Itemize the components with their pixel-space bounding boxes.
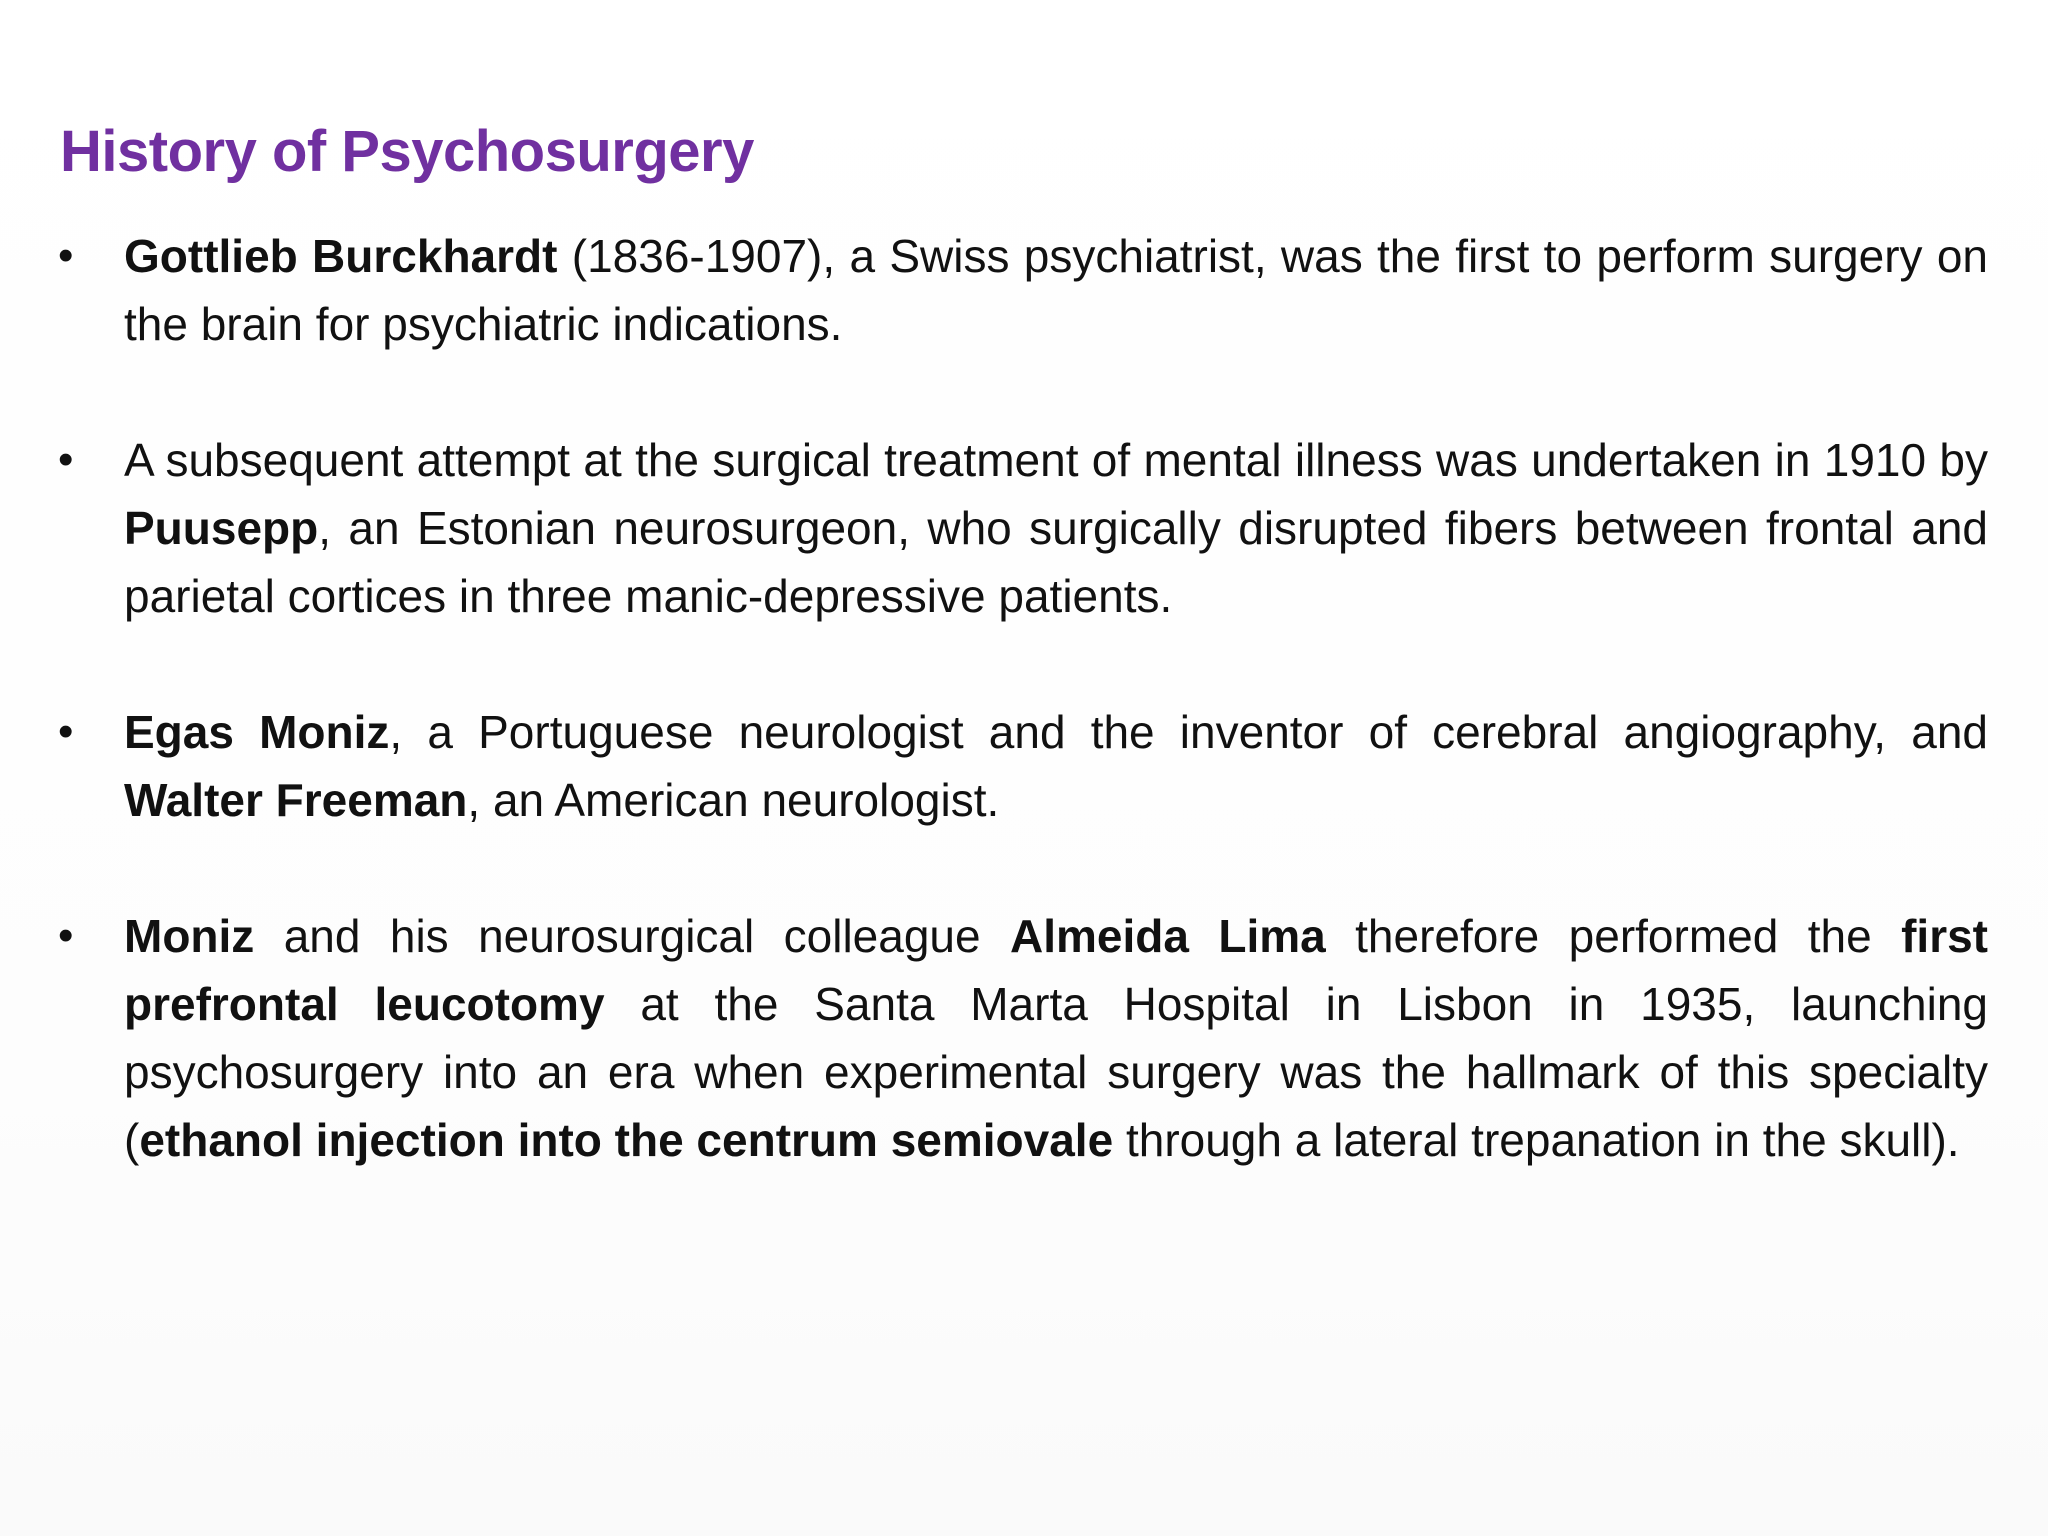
text-segment: and his neurosurgical colleague bbox=[254, 910, 1010, 962]
bullet-item bbox=[58, 698, 1988, 834]
text-segment: (1836-1907), a Swiss psychiatrist, was the first to perform surgery on the brain for psychiatric indications. bbox=[124, 230, 1988, 350]
bold-term: Egas Moniz bbox=[124, 706, 390, 758]
text-segment: therefore performed the bbox=[1325, 910, 1902, 962]
bullet-text bbox=[124, 902, 1988, 1174]
bullet-text bbox=[124, 698, 1988, 834]
text-segment: through a lateral trepanation in the skull). bbox=[1113, 1114, 1960, 1166]
slide-title: History of Psychosurgery bbox=[60, 119, 754, 184]
bold-term: ethanol injection into the centrum semiovale bbox=[139, 1114, 1114, 1166]
bullet-dot-icon: • bbox=[58, 435, 74, 484]
bullet-item bbox=[58, 902, 1988, 1174]
bold-term: Moniz bbox=[124, 910, 255, 962]
bold-term: Gottlieb Burckhardt bbox=[124, 230, 558, 282]
bullet-list bbox=[58, 222, 1988, 1242]
bullet-item bbox=[58, 222, 1988, 358]
bold-term: Almeida Lima bbox=[1010, 910, 1326, 962]
bullet-item bbox=[58, 426, 1988, 630]
bullet-text bbox=[124, 222, 1988, 358]
bold-term: first prefrontal leucotomy bbox=[124, 910, 1988, 1030]
bullet-dot-icon: • bbox=[58, 707, 74, 756]
bullet-dot-icon: • bbox=[58, 911, 74, 960]
bullet-text bbox=[124, 426, 1988, 630]
text-segment: , an American neurologist. bbox=[467, 774, 1000, 826]
bold-term: Puusepp bbox=[124, 502, 319, 554]
text-segment: , a Portuguese neurologist and the inventor of cerebral angiography, and bbox=[389, 706, 1988, 758]
text-segment: A subsequent attempt at the surgical treatment of mental illness was undertaken in 1910 by bbox=[124, 434, 1988, 486]
text-segment: , an Estonian neurosurgeon, who surgically disrupted fibers between frontal and parietal cortices in three manic-depressive patients. bbox=[124, 502, 1988, 622]
bullet-dot-icon: • bbox=[58, 231, 74, 280]
text-segment: at the Santa Marta Hospital in Lisbon in 1935, launching psychosurgery into an era when experimental surgery was the hallmark of this specialty ( bbox=[124, 978, 1988, 1166]
bold-term: Walter Freeman bbox=[124, 774, 468, 826]
